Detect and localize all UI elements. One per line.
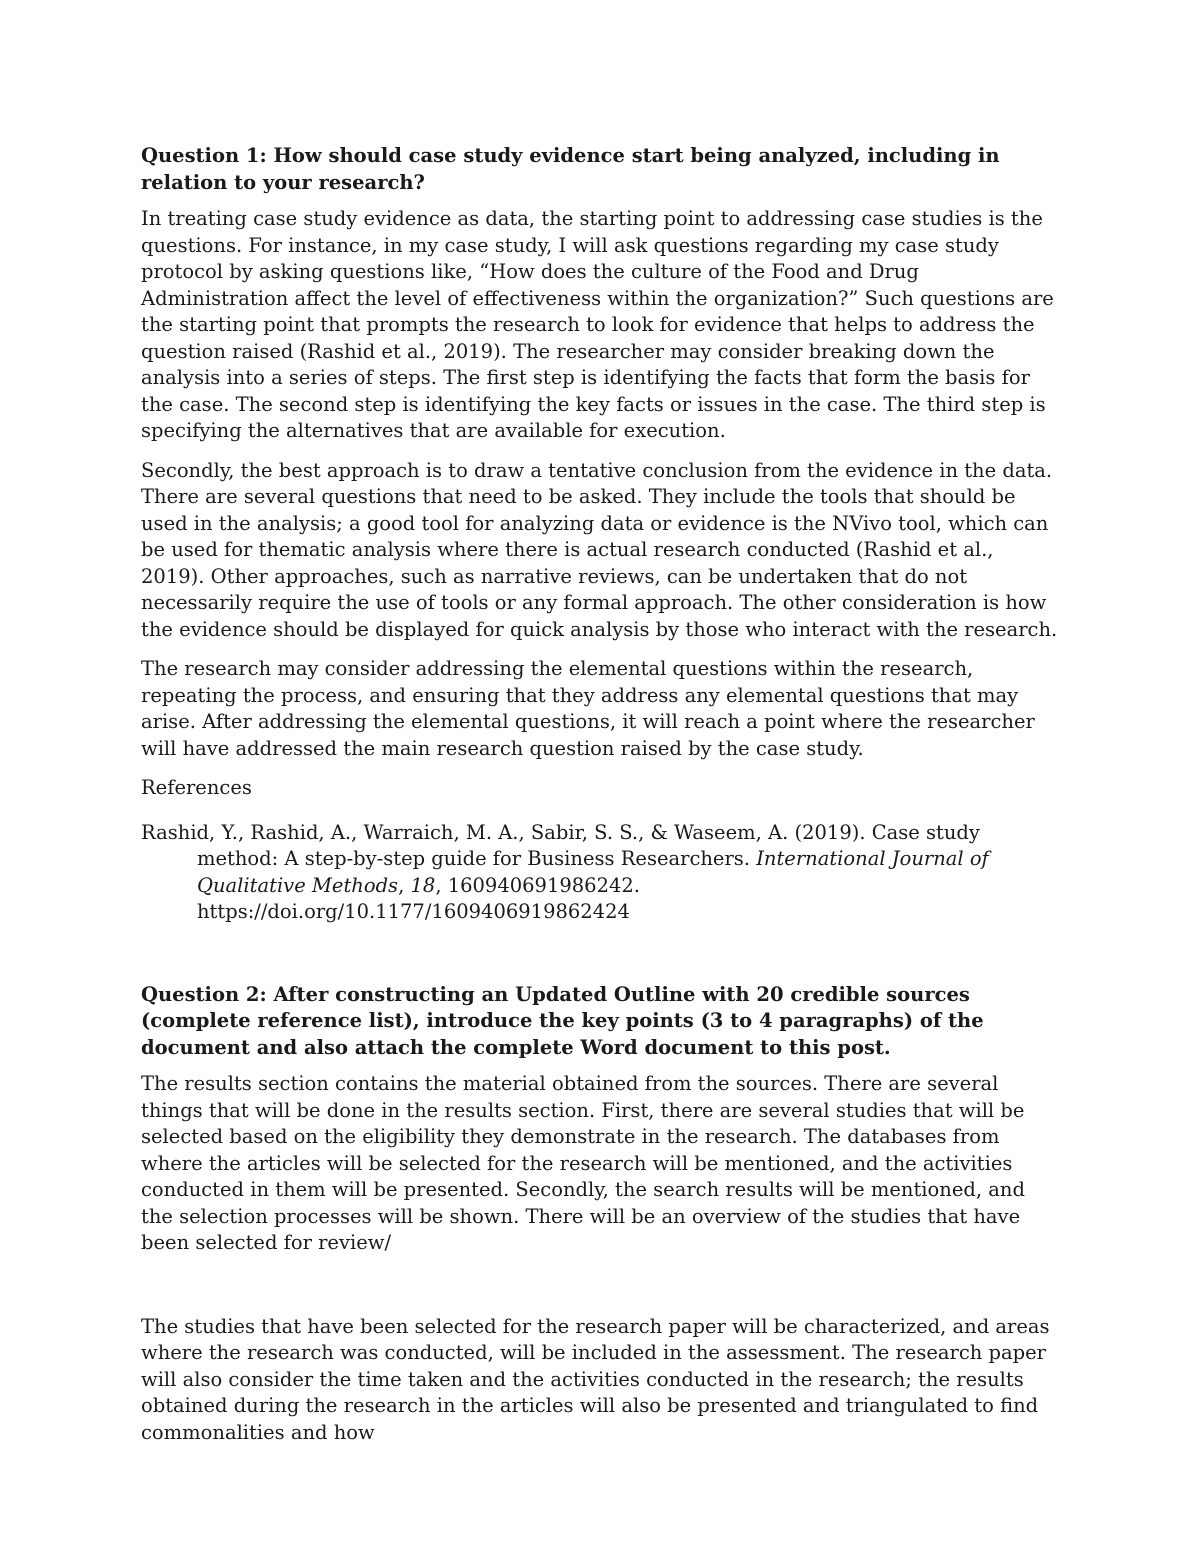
references-label: References [141, 776, 252, 799]
paragraph-spacer [141, 1270, 1061, 1314]
question-1-paragraph-1: In treating case study evidence as data, the starting point to addressing case studies is the questions. For instance, in my case study, I will ask questions regarding my case study protocol by asking questions like, “How does the culture of the Food and Drug Administration affect the level of effectiveness within the organization?” Such questions are the starting point that prompts the research to look for evidence that helps to address the question raised (Rashid et al., 2019). The researcher may consider breaking down the analysis into a series of steps. The first step is identifying the facts that form the basis for the case. The second step is identifying the key facts or issues in the case. The third step is specifying the alternatives that are available for execution. [141, 207, 1054, 442]
reference-authors: Rashid, Y., Rashid, A., Warraich, M. A., Sabir, S. S., & Waseem, A. (2019). Case study method: A step-by-step guide for Business Researchers. [141, 820, 980, 870]
reference-journal: International Journal of Qualitative Methods [197, 847, 989, 897]
reference-tail: , 160940691986242. https://doi.org/10.1177/1609406919862424 [197, 873, 641, 923]
question-2-heading: Question 2: After constructing an Updated Outline with 20 credible sources (complete reference list), introduce the key points (3 to 4 paragraphs) of the document and also attach the complete Word document to this post. [141, 982, 984, 1059]
reference-entry [141, 820, 1061, 926]
question-1-paragraph-3: The research may consider addressing the elemental questions within the research, repeating the process, and ensuring that they address any elemental questions that may arise. After addressing the elemental questions, it will reach a point where the researcher will have addressed the main research question raised by the case study. [141, 657, 1035, 760]
question-1-heading: Question 1: How should case study evidence start being analyzed, including in relation to your research? [141, 144, 1000, 194]
reference-volume: 18 [410, 873, 436, 897]
reference-separator: , [398, 873, 411, 897]
document-page [141, 143, 1061, 1459]
question-2-paragraph-2: The studies that have been selected for the research paper will be characterized, and areas where the research was conducted, will be included in the assessment. The research paper will also consider the time taken and the activities conducted in the research; the results obtained during the research in the articles will also be presented and triangulated to find commonalities and how [141, 1314, 1050, 1444]
question-1-paragraph-2: Secondly, the best approach is to draw a tentative conclusion from the evidence in the data. There are several questions that need to be asked. They include the tools that should be used in the analysis; a good tool for analyzing data or evidence is the NVivo tool, which can be used for thematic analysis where there is actual research conducted (Rashid et al., 2019). Other approaches, such as narrative reviews, can be undertaken that do not necessarily require the use of tools or any formal approach. The other consideration is how the evidence should be displayed for quick analysis by those who interact with the research. [141, 458, 1058, 641]
section-spacer [141, 926, 1061, 982]
question-2-paragraph-1: The results section contains the material obtained from the sources. There are several things that will be done in the results section. First, there are several studies that will be selected based on the eligibility they demonstrate in the research. The databases from where the articles will be selected for the research will be mentioned, and the activities conducted in them will be presented. Secondly, the search results will be mentioned, and the selection processes will be shown. There will be an overview of the studies that have been selected for review/ [141, 1072, 1025, 1254]
